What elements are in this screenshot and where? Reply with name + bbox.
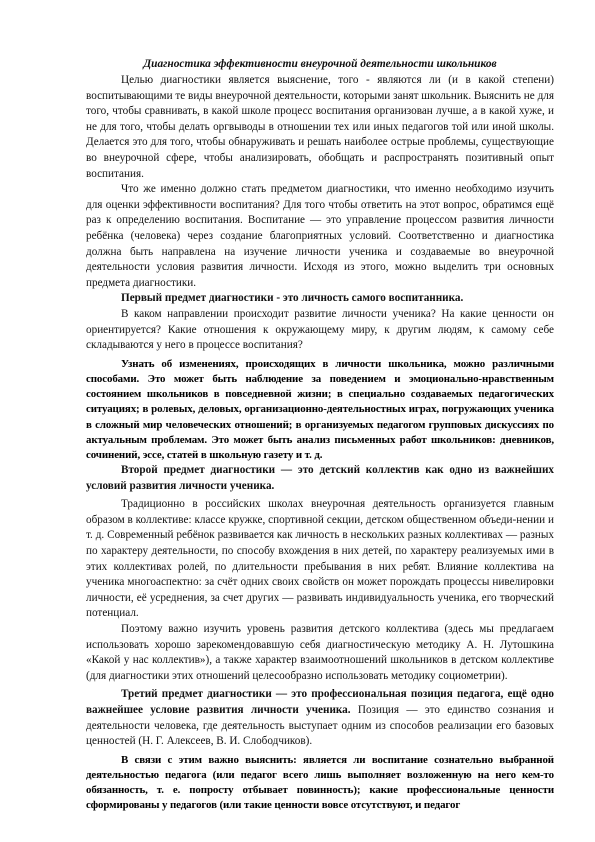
heading-first-subject: Первый предмет диагностики - это личность самого воспитанника. (121, 292, 464, 305)
paragraph-questions: В каком направлении происходит развитие личности ученика? На какие ценности он ориентируется? Какие отношения к окружающему миру, к другим людям, к самому себе складываются у него в процессе воспитания? (86, 307, 554, 352)
document-page (86, 56, 554, 814)
paragraph-third-subject (86, 687, 554, 749)
paragraph-collective: Традиционно в российских школах внеурочная деятельность организуется главным образом в коллективе: классе кружке, спортивной секции, детском общественном объеди-нении и т. д. Современный ребёнок развивается как личность в нескольких разных коллективах — разных по характеру деятельности, по способу вхождения в них детей, по характеру реализуемых ими в этих коллективах ролей, по длительности пребывания в них ребят. Влияние коллектива на ученика многоаспектно: за счёт одних своих свойств он может порождать процессы нивелировки личности, её усреднения, за счет других — развивать индивидуальность ученика, его творческий потенциал. (86, 498, 554, 620)
paragraph-methods: Узнать об изменениях, происходящих в личности школьника, можно различными способами. Это может быть наблюдение за поведением и эмоционально-нравственным состоянием школьников в повседневной жизни; в специально создаваемых педагогических ситуациях; в ролевых, деловых, организационно-деятельностных играх, погружающих ученика в сложный мир человеческих отношений; в организуемых педагогом групповых дискуссиях по актуальным проблемам. Это может быть анализ письменных работ школьников: дневников, сочинений, эссе, статей в школьную газету и т. д. (86, 357, 554, 461)
document-title: Диагностика эффективности внеурочной деятельности школьников (143, 58, 497, 70)
heading-third-subject: Третий предмет диагностики — это профессиональная позиция педагога, ещё одно важнейшее условие развития личности ученика. (86, 688, 554, 717)
paragraph-teacher-values: В связи с этим важно выяснить: является ли воспитание сознательно выбранной деятельностью педагога (или педагог всего лишь выполняет возложенную на него кем-то обязанность, т. е. попросту отбывает повинность); какие профессиональные ценности сформированы у педагогов (или такие ценности вовсе отсутствуют, и педагог (86, 753, 554, 812)
paragraph-position-text: Позиция — это единство сознания и деятельности человека, где деятельность выступает одним из способов реализации его базовых ценностей (Н. Г. Алексеев, В. И. Слободчиков). (86, 704, 554, 748)
heading-second-subject: Второй предмет диагностики — это детский коллектив как одно из важнейших условий развития личности ученика. (86, 464, 554, 492)
paragraph-subject: Что же именно должно стать предметом диагностики, что именно необходимо изучить для оценки эффективности воспитания? Для того чтобы ответить на этот вопрос, обратимся ещё раз к определению воспитания. Воспитание — это управление процессом развития личности ребёнка (человека) через создание благоприятных условий. Соответственно и диагностика должна быть направлена на изучение личности ученика и создаваемые во внеурочной деятельности условия развития личности. Исходя из этого, можно выделить три основных предмета диагностики. (86, 183, 554, 289)
paragraph-purpose: Целью диагностики является выяснение, того - являются ли (и в какой степени) воспитывающими те виды внеурочной деятельности, которыми занят школьник. Выяснить не для того, чтобы сравнивать, в какой школе процесс воспитания организован лучше, а в какой хуже, и не для того, чтобы делать оргвыводы в отношении тех или иных педагогов той или иной школы. Делается это для того, чтобы обнаруживать и решать наиболее острые проблемы, существующие во внеурочной сфере, чтобы анализировать, обобщать и распространять позитивный опыт воспитания. (86, 74, 554, 180)
paragraph-methodology: Поэтому важно изучить уровень развития детского коллектива (здесь мы предлагаем использовать хорошо зарекомендовавшую себя диагностическую методику А. Н. Лутошкина «Какой у нас коллектив»), а также характер взаимоотношений школьников в детском коллективе (для диагностики этих отношений целесообразно использовать методику социометрии). (86, 623, 554, 682)
